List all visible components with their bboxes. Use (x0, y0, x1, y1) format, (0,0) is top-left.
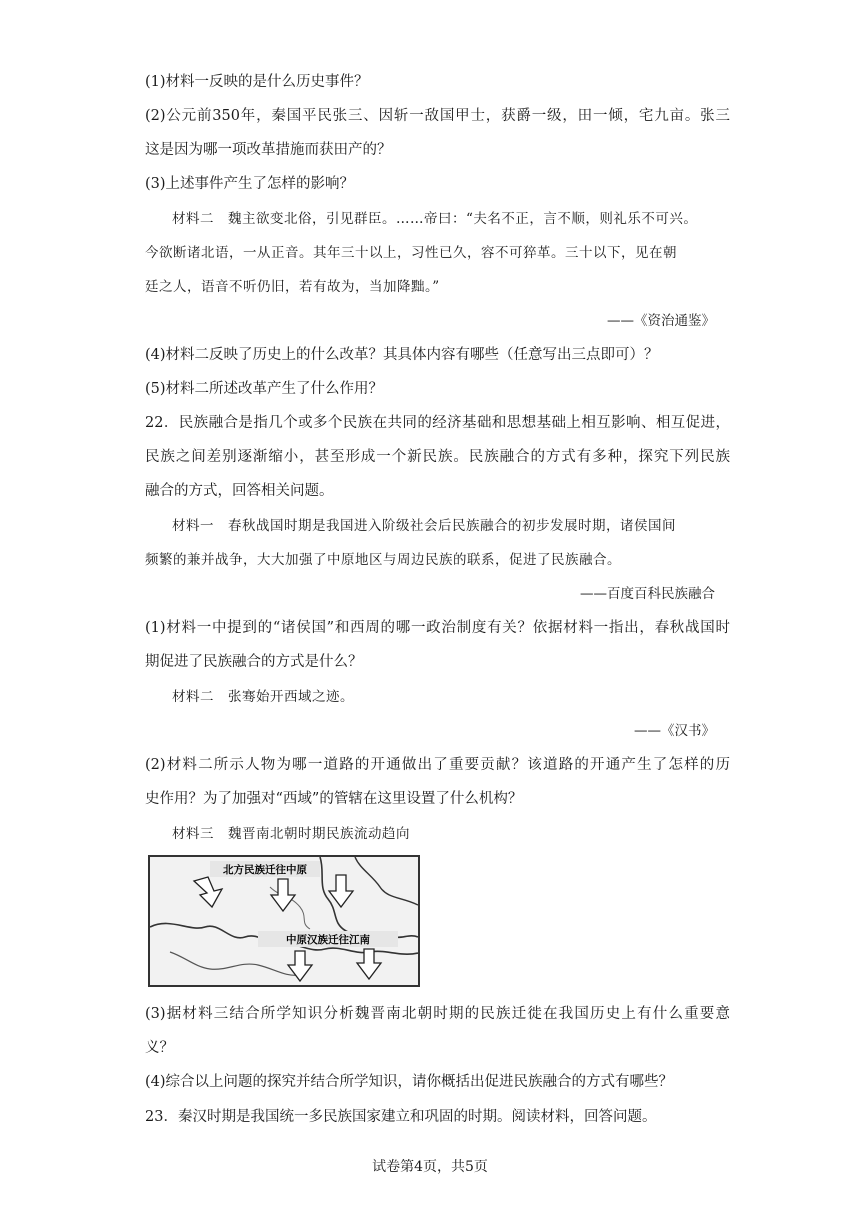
q22-material1-line1: 材料一 春秋战国时期是我国进入阶级社会后民族融合的初步发展时期，诸侯国间 (172, 518, 676, 534)
q22-sub3-line2: 义？ (145, 1040, 174, 1056)
map-label-north: 北方民族迁往中原 (223, 864, 307, 876)
page-footer: 试卷第4页，共5页 (372, 1159, 488, 1175)
q22-stem-line1: 22．民族融合是指几个或多个民族在共同的经济基础和思想基础上相互影响、相互促进， (145, 415, 730, 431)
q22-material1-source: ——百度百科民族融合 (580, 586, 715, 602)
q22-material3-title: 材料三 魏晋南北朝时期民族流动趋向 (172, 826, 410, 842)
migration-map (148, 855, 420, 987)
q21-sub1: (1)材料一反映的是什么历史事件？ (145, 74, 369, 90)
material2-line3: 廷之人，语音不听仍旧，若有故为，当加降黜。” (145, 279, 440, 295)
material2-line2: 今欲断诸北语，一从正音。其年三十以上，习性已久，容不可猝革。三十以下，见在朝 (145, 245, 677, 261)
q22-sub1-line2: 期促进了民族融合的方式是什么？ (145, 654, 363, 670)
q22-material2-source: ——《汉书》 (634, 723, 715, 739)
q22-stem-line3: 融合的方式，回答相关问题。 (145, 483, 334, 499)
q21-sub2-line1: (2)公元前350年，秦国平民张三、因斩一敌国甲士，获爵一级，田一倾，宅九亩。张三 (145, 108, 730, 124)
map-label-south: 中原汉族迁往江南 (286, 934, 370, 946)
q22-sub1-line1: (1)材料一中提到的“诸侯国”和西周的哪一政治制度有关？依据材料一指出，春秋战国时 (145, 620, 730, 636)
q22-sub2-line1: (2)材料二所示人物为哪一道路的开通做出了重要贡献？该道路的开通产生了怎样的历 (145, 757, 730, 773)
q22-sub4: (4)综合以上问题的探究并结合所学知识，请你概括出促进民族融合的方式有哪些？ (145, 1074, 674, 1090)
migration-map-drawing (150, 857, 418, 985)
q22-material2: 材料二 张骞始开西域之迹。 (172, 689, 354, 705)
q21-sub3: (3)上述事件产生了怎样的影响？ (145, 176, 355, 192)
material2-source: ——《资治通鉴》 (607, 313, 715, 329)
q22-sub2-line2: 史作用？为了加强对“西域”的管辖在这里设置了什么机构？ (145, 791, 523, 807)
material2-line1: 材料二 魏主欲变北俗，引见群臣。……帝曰：“夫名不正，言不顺，则礼乐不可兴。 (172, 211, 698, 227)
q22-stem-line2: 民族之间差别逐渐缩小，甚至形成一个新民族。民族融合的方式有多种，探究下列民族 (145, 449, 730, 465)
q22-sub3-line1: (3)据材料三结合所学知识分析魏晋南北朝时期的民族迁徙在我国历史上有什么重要意 (145, 1006, 730, 1022)
q21-sub4: (4)材料二反映了历史上的什么改革？其具体内容有哪些（任意写出三点即可）？ (145, 347, 659, 363)
q21-sub5: (5)材料二所述改革产生了什么作用？ (145, 381, 384, 397)
q22-material1-line2: 频繁的兼并战争，大大加强了中原地区与周边民族的联系，促进了民族融合。 (145, 552, 621, 568)
q21-sub2-line2: 这是因为哪一项改革措施而获田产的？ (145, 142, 392, 158)
q23-stem: 23．秦汉时期是我国统一多民族国家建立和巩固的时期。阅读材料，回答问题。 (145, 1109, 657, 1125)
